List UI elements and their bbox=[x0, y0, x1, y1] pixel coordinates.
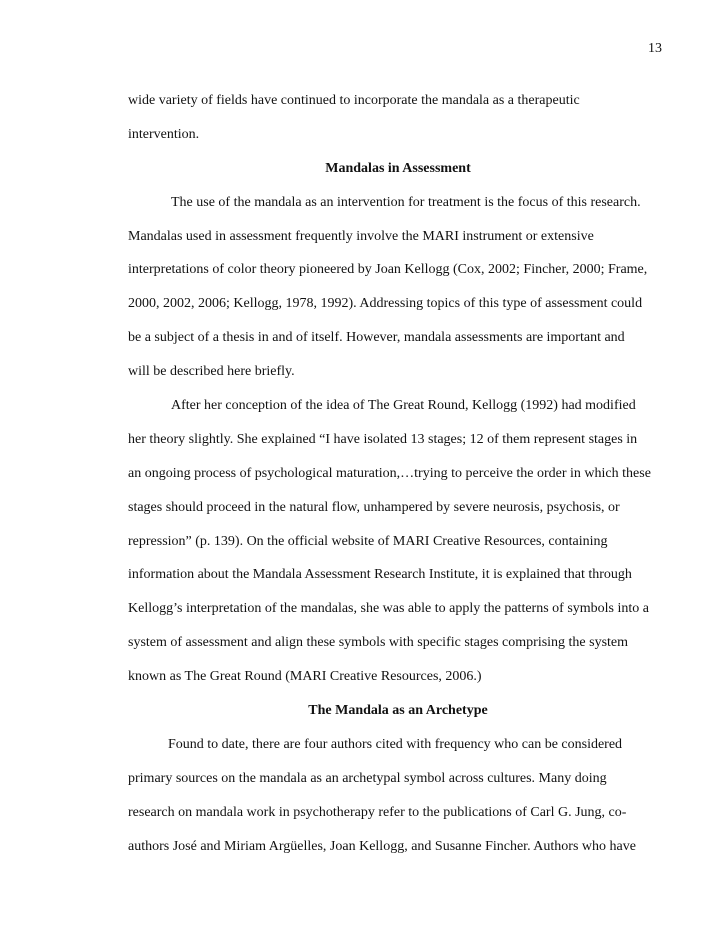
text-line: The use of the mandala as an intervention for treatment is the focus of this research. bbox=[171, 194, 641, 210]
section-heading-archetype: The Mandala as an Archetype bbox=[308, 703, 488, 719]
text-line: 2000, 2002, 2006; Kellogg, 1978, 1992). Addressing topics of this type of assessment could bbox=[128, 296, 643, 312]
text-line: known as The Great Round (MARI Creative Resources, 2006.) bbox=[128, 669, 482, 685]
section-heading-assessment: Mandalas in Assessment bbox=[325, 160, 471, 176]
text-line: After her conception of the idea of The Great Round, Kellogg (1992) had modified bbox=[171, 398, 636, 414]
text-line: Kellogg’s interpretation of the mandalas, she was able to apply the patterns of symbols into a bbox=[128, 601, 649, 617]
page-number: 13 bbox=[648, 41, 662, 56]
text-line: will be described here briefly. bbox=[128, 364, 295, 380]
text-line: repression” (p. 139). On the official website of MARI Creative Resources, containing bbox=[128, 533, 608, 549]
text-line: stages should proceed in the natural flow, unhampered by severe neurosis, psychosis, or bbox=[128, 499, 620, 515]
text-line: Mandalas used in assessment frequently involve the MARI instrument or extensive bbox=[128, 228, 594, 244]
text-line: primary sources on the mandala as an archetypal symbol across cultures. Many doing bbox=[128, 770, 607, 786]
text-line: authors José and Miriam Argüelles, Joan Kellogg, and Susanne Fincher. Authors who have bbox=[128, 838, 636, 854]
text-line: information about the Mandala Assessment Research Institute, it is explained that through bbox=[128, 567, 632, 583]
text-line: be a subject of a thesis in and of itself. However, mandala assessments are important and bbox=[128, 330, 625, 346]
text-line: her theory slightly. She explained “I have isolated 13 stages; 12 of them represent stages in bbox=[128, 431, 638, 447]
text-line: wide variety of fields have continued to incorporate the mandala as a therapeutic bbox=[128, 93, 580, 108]
body-text bbox=[128, 84, 668, 863]
text-line: system of assessment and align these symbols with specific stages comprising the system bbox=[128, 635, 629, 651]
text-line: interpretations of color theory pioneered by Joan Kellogg (Cox, 2002; Fincher, 2000; Frame, bbox=[128, 262, 648, 278]
text-line: Found to date, there are four authors cited with frequency who can be considered bbox=[168, 736, 623, 752]
text-line: an ongoing process of psychological maturation,…trying to perceive the order in which these bbox=[128, 465, 651, 481]
text-line: intervention. bbox=[128, 126, 200, 142]
text-line: research on mandala work in psychotherapy refer to the publications of Carl G. Jung, co- bbox=[128, 804, 627, 820]
